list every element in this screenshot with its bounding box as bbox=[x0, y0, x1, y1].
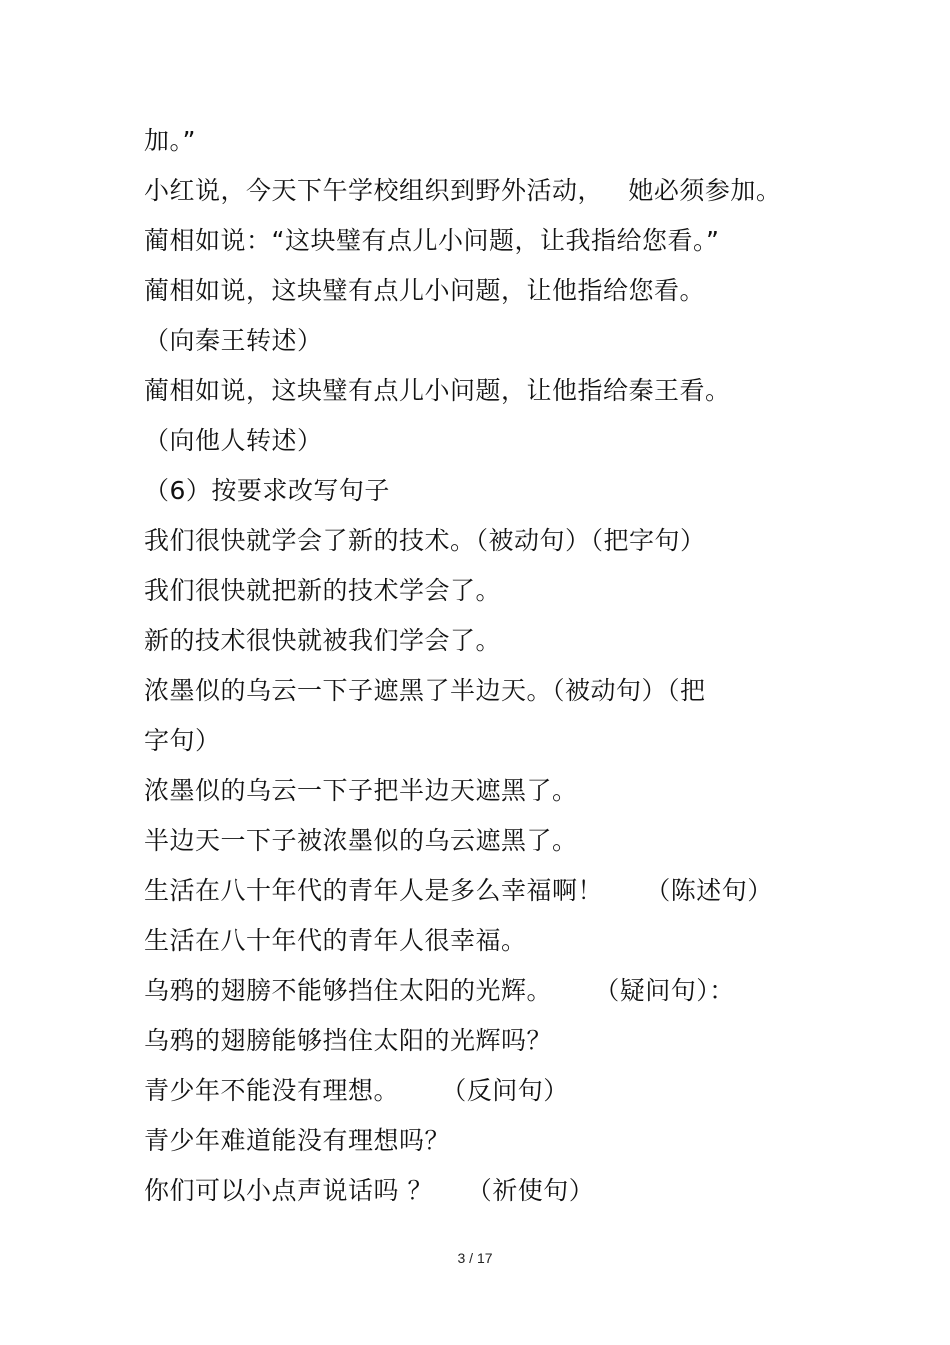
text-line: 生活在八十年代的青年人是多么幸福啊！ （陈述句） bbox=[144, 876, 773, 905]
text-line: 蔺相如说：“这块璧有点儿小问题，让我指给您看。” bbox=[144, 226, 720, 255]
text-line: 字句） bbox=[144, 726, 221, 755]
page-number: 3 / 17 bbox=[457, 1250, 493, 1266]
section-heading: （6）按要求改写句子 bbox=[144, 476, 390, 505]
text-line: 蔺相如说，这块璧有点儿小问题，让他指给您看。 bbox=[144, 276, 706, 305]
text-line: 你们可以小点声说话吗 ？ （祈使句） bbox=[144, 1176, 595, 1205]
text-line: 青少年难道能没有理想吗？ bbox=[144, 1126, 451, 1155]
text-line: 我们很快就把新的技术学会了。 bbox=[144, 576, 502, 605]
text-line: 蔺相如说，这块璧有点儿小问题，让他指给秦王看。 bbox=[144, 376, 731, 405]
text-line: 我们很快就学会了新的技术。（被动句）（把字句） bbox=[144, 526, 706, 555]
text-line: （向秦王转述） bbox=[144, 326, 323, 355]
text-line: 浓墨似的乌云一下子遮黑了半边天。（被动句）（把 bbox=[144, 676, 706, 705]
text-line: 加。” bbox=[144, 126, 196, 155]
text-line: （向他人转述） bbox=[144, 426, 323, 455]
text-line: 小红说，今天下午学校组织到野外活动， 她必须参加。 bbox=[144, 176, 782, 205]
text-line: 乌鸦的翅膀不能够挡住太阳的光辉。 （疑问句）： bbox=[144, 976, 735, 1005]
text-line: 浓墨似的乌云一下子把半边天遮黑了。 bbox=[144, 776, 578, 805]
text-line: 新的技术很快就被我们学会了。 bbox=[144, 626, 502, 655]
text-line: 青少年不能没有理想。 （反问句） bbox=[144, 1076, 569, 1105]
text-line: 生活在八十年代的青年人很幸福。 bbox=[144, 926, 527, 955]
text-line: 半边天一下子被浓墨似的乌云遮黑了。 bbox=[144, 826, 578, 855]
text-line: 乌鸦的翅膀能够挡住太阳的光辉吗？ bbox=[144, 1026, 553, 1055]
